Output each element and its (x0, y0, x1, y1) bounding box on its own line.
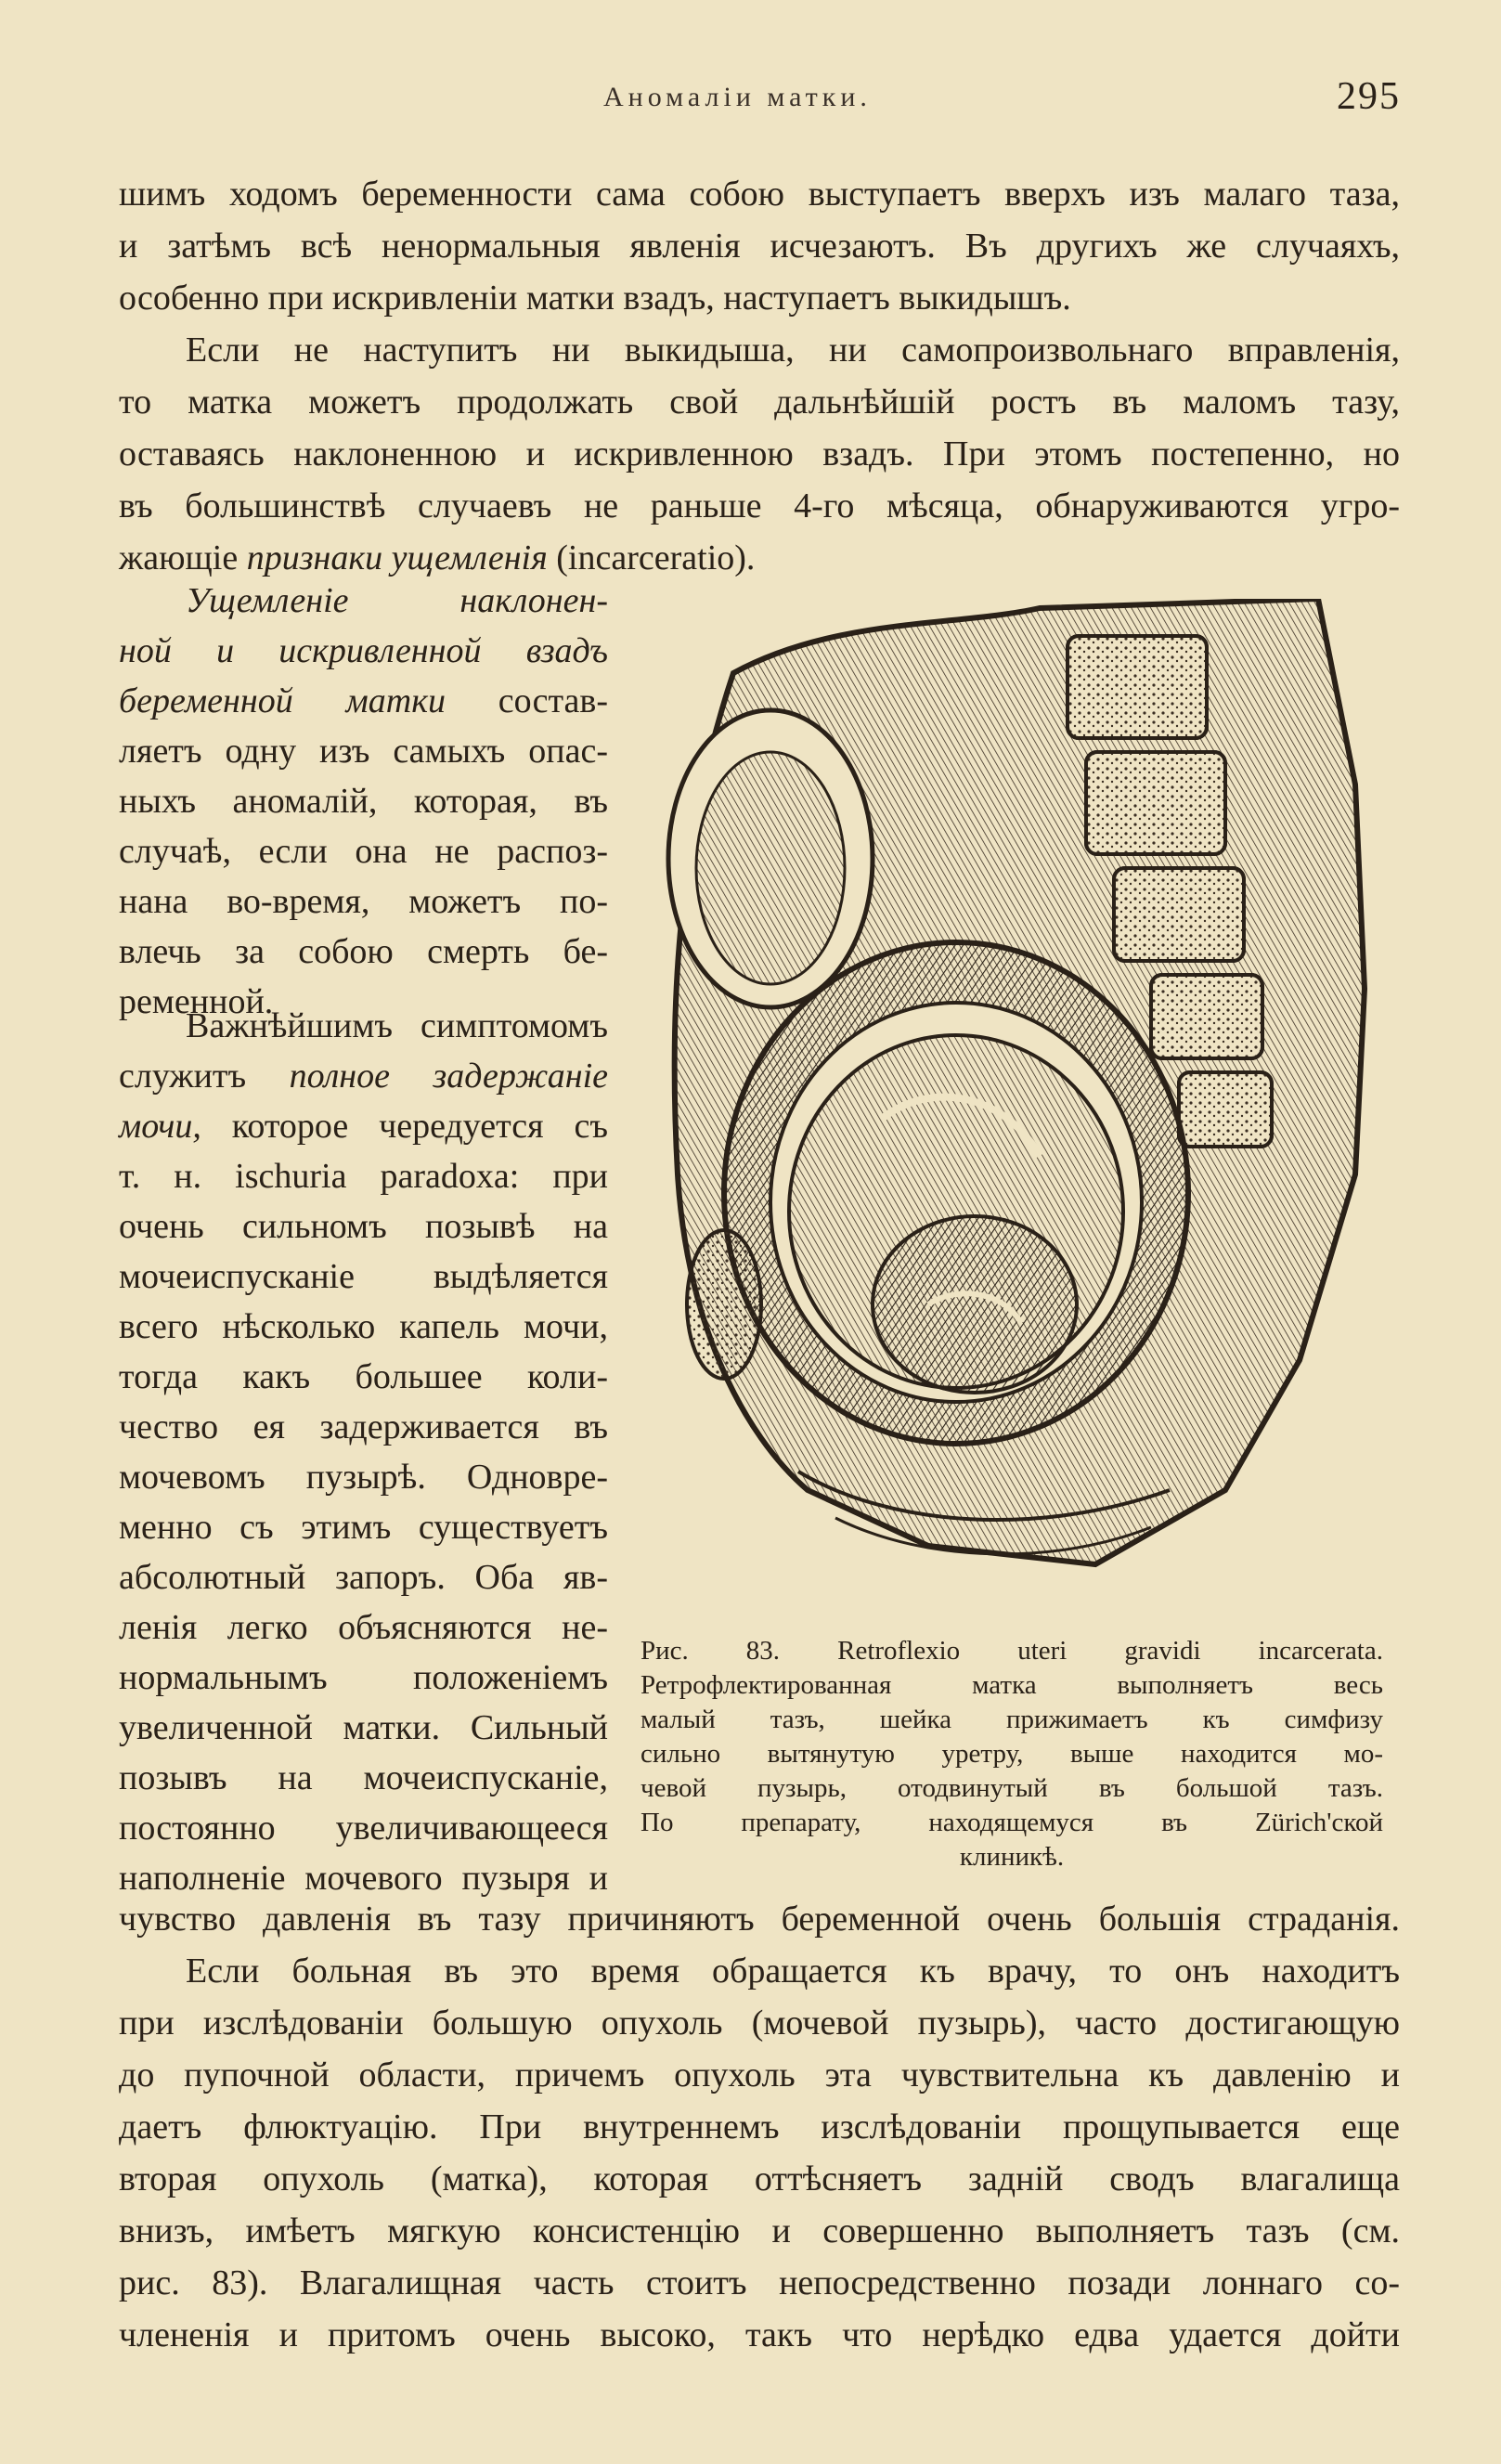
column-line: увеличенной матки. Сильный (119, 1708, 608, 1747)
text-run: состав- (445, 681, 608, 720)
column-line (119, 1051, 608, 1101)
text-run: (incarceratio). (547, 538, 756, 577)
text-line: Если не наступитъ ни выкидыша, ни самопроизвольнаго вправленія, (186, 331, 1400, 370)
column-line: ляетъ одну изъ самыхъ опас- (119, 732, 608, 771)
text-line: чувство давленія въ тазу причиняютъ беременной очень большія страданія. (119, 1900, 1400, 1939)
column-line: случаѣ, если она не распоз- (119, 832, 608, 871)
text-line: особенно при искривленіи матки взадъ, наступаетъ выкидышъ. (119, 279, 1071, 318)
column-line: влечь за собою смерть бе- (119, 932, 608, 971)
anatomical-figure (650, 599, 1392, 1602)
text-line: члененія и притомъ очень высоко, такъ что нерѣдко едва удается дойти (119, 2315, 1400, 2354)
column-line: т. н. ischuria paradoxa: при (119, 1157, 608, 1196)
text-line: оставаясь наклоненною и искривленною взадъ. При этомъ постепенно, но (119, 434, 1400, 473)
text-line: шимъ ходомъ беременности сама собою выступаетъ вверхъ изъ малаго таза, (119, 175, 1400, 214)
italic-term: беременной матки (119, 681, 446, 720)
text-run: жающіе (119, 538, 247, 577)
italic-term: мочи, (119, 1107, 201, 1146)
text-line: внизъ, имѣетъ мягкую консистенцію и совершенно выполняетъ тазъ (см. (119, 2211, 1400, 2250)
column-line: чество ея задерживается въ (119, 1407, 608, 1446)
caption-line: Ретрофлектированная матка выполняетъ весь (641, 1670, 1383, 1700)
column-line: Ущемленіе наклонен- (186, 581, 608, 620)
running-title: Аномаліи матки. (603, 82, 872, 112)
column-line: всего нѣсколько капель мочи, (119, 1307, 608, 1346)
column-line: нана во-время, можетъ по- (119, 882, 608, 921)
text-run: служитъ (119, 1057, 290, 1096)
italic-term: полное задержаніе (289, 1057, 608, 1096)
column-line: позывъ на мочеиспусканіе, (119, 1758, 608, 1797)
column-line: менно съ этимъ существуетъ (119, 1508, 608, 1547)
text-line: и затѣмъ всѣ ненормальныя явленія исчезаютъ. Въ другихъ же случаяхъ, (119, 227, 1400, 266)
symphysis (687, 1230, 761, 1379)
column-line: нормальнымъ положеніемъ (119, 1658, 608, 1697)
text-line: въ большинствѣ случаевъ не раньше 4-го мѣсяца, обнаруживаются угро- (119, 486, 1400, 525)
text-line: при изслѣдованіи большую опухоль (мочевой пузырь), часто достигающую (119, 2004, 1400, 2043)
column-line: Важнѣйшимъ симптомомъ (186, 1006, 608, 1045)
figure-caption (641, 1634, 1383, 1874)
caption-line: клиникѣ. (959, 1842, 1065, 1872)
caption-line: По препарату, находящемуся въ Zürich'ской (641, 1808, 1383, 1837)
text-line: даетъ флюктуацію. При внутреннемъ изслѣдованіи прощупывается еще (119, 2107, 1400, 2146)
text-line: Если больная въ это время обращается къ врачу, то онъ находитъ (186, 1952, 1400, 1991)
column-line (119, 676, 608, 726)
column-line: мочеиспусканіе выдѣляется (119, 1257, 608, 1296)
column-line: наполненіе мочевого пузыря и (119, 1859, 608, 1898)
caption-line: сильно вытянутую уретру, выше находится мо- (641, 1739, 1383, 1769)
column-line: ныхъ аномалій, которая, въ (119, 782, 608, 821)
fetal-head (873, 1216, 1077, 1393)
text-line: до пупочной области, причемъ опухоль эта чувствительна къ давленію и (119, 2055, 1400, 2094)
caption-line: чевой пузырь, отодвинутый въ большой тазъ. (641, 1773, 1383, 1803)
column-line: постоянно увеличивающееся (119, 1809, 608, 1848)
text-line: рис. 83). Влагалищная часть стоитъ непосредственно позади лоннаго со- (119, 2263, 1400, 2302)
italic-term: признаки ущемленія (246, 538, 548, 577)
text-line: то матка можетъ продолжать свой дальнѣйшій ростъ въ маломъ тазу, (119, 383, 1400, 421)
column-line: ременной. (119, 982, 274, 1021)
caption-line: Рис. 83. Retroflexio uteri gravidi incarcerata. (641, 1636, 1383, 1666)
column-line: мочевомъ пузырѣ. Одновре- (119, 1458, 608, 1497)
column-line: тогда какъ большее коли- (119, 1357, 608, 1396)
text-line: вторая опухоль (матка), которая оттѣсняетъ задній сводъ влагалища (119, 2159, 1400, 2198)
column-line: ной и искривленной взадъ (119, 631, 608, 670)
column-line: абсолютный запоръ. Оба яв- (119, 1558, 608, 1597)
column-line: очень сильномъ позывѣ на (119, 1207, 608, 1246)
page-number: 295 (1337, 75, 1401, 118)
text-run: которое чередуется съ (201, 1107, 608, 1146)
column-line (119, 1101, 608, 1151)
caption-line: малый тазъ, шейка прижимаетъ къ симфизу (641, 1705, 1383, 1734)
column-line: ленія легко объясняются не- (119, 1608, 608, 1647)
